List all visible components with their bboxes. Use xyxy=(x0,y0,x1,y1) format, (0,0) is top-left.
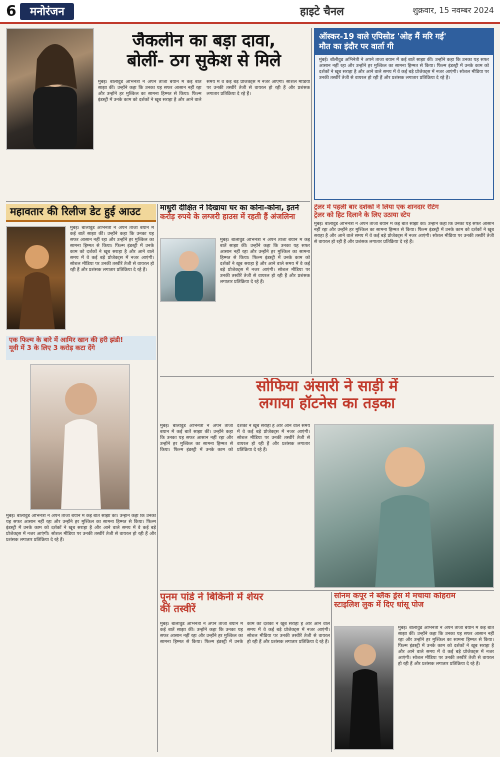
newspaper-brand: हाइटे चैनल xyxy=(300,5,345,18)
sonam-article xyxy=(334,592,494,622)
jacqueline-headline-line2: बोलीं- ठग सुकेश से मिले xyxy=(127,50,281,71)
portrait-illustration xyxy=(31,365,130,510)
jacqueline-body: मुंबई। बॉलीवुड अभिनेत्री ने अपने ताजा बयान में कई बातें साझा कीं। उन्होंने कहा कि उनका यह सफर आसान नहीं रहा और उन्होंने हर मुश्किल का सामना हिम्मत से किया। फिल्म इंडस्ट्री में उनके काम को दर्शकों ने खूब सराहा है और आने वाले समय में वे कई बड़े प्रोजेक्ट्स में नजर आएंगी। सोशल मीडिया पर उनकी तस्वीरें तेजी से वायरल हो रही हैं और प्रशंसक लगातार प्रतिक्रिया दे रहे हैं। xyxy=(98,80,310,103)
sonam-photo xyxy=(334,626,394,750)
portrait-illustration xyxy=(315,425,494,588)
poonam-headline-line1: पूनम पांडे ने बिकिनी में शेयर xyxy=(160,592,264,603)
column-divider xyxy=(311,28,312,374)
row-divider xyxy=(6,201,310,202)
madhuri-headline-line2: करोड़ रुपये के लग्जरी हाउस में रहती हैं अंजलिना xyxy=(160,211,296,221)
sonam-headline-line2: स्टाइलिश लुक में दिए धांसू पोज xyxy=(334,599,424,609)
issue-date: शुक्रवार, 15 नवम्बर 2024 xyxy=(412,6,494,15)
oscar-headline-band xyxy=(315,29,493,55)
sonam-body: मुंबई। बॉलीवुड अभिनेत्री ने अपने ताजा बयान में कई बातें साझा कीं। उन्होंने कहा कि उनका यह सफर आसान नहीं रहा और उन्होंने हर मुश्किल का सामना हिम्मत से किया। फिल्म इंडस्ट्री में उनके काम को दर्शकों ने खूब सराहा है और आने वाले समय में वे कई बड़े प्रोजेक्ट्स में नजर आएंगी। सोशल मीडिया पर उनकी तस्वीरें तेजी से वायरल हो रही हैं और प्रशंसक लगातार प्रतिक्रिया दे रहे हैं। xyxy=(398,626,494,667)
poonam-body: मुंबई। बॉलीवुड अभिनेत्री ने अपने ताजा बयान में कई बातें साझा कीं। उन्होंने कहा कि उनका यह सफर आसान नहीं रहा और उन्होंने हर मुश्किल का सामना हिम्मत से किया। फिल्म इंडस्ट्री में उनके काम को दर्शकों ने खूब सराहा है और आने वाले समय में वे कई बड़े प्रोजेक्ट्स में नजर आएंगी। सोशल मीडिया पर उनकी तस्वीरें तेजी से वायरल हो रही हैं और प्रशंसक लगातार प्रतिक्रिया दे रहे हैं। xyxy=(160,622,330,645)
jacqueline-headline-line1: जैकलीन का बड़ा दावा, xyxy=(132,32,276,51)
mahavatar-headline-box xyxy=(6,204,156,222)
sofia-headline-line1: सोफिया अंसारी ने साड़ी में xyxy=(256,378,398,395)
aamir-article xyxy=(6,336,156,360)
sofia-body: मुंबई। बॉलीवुड अभिनेत्री ने अपने ताजा बयान में कई बातें साझा कीं। उन्होंने कहा कि उनका यह सफर आसान नहीं रहा और उन्होंने हर मुश्किल का सामना हिम्मत से किया। फिल्म इंडस्ट्री में उनके काम को दर्शकों ने खूब सराहा है और आने वाले समय में वे कई बड़े प्रोजेक्ट्स में नजर आएंगी। सोशल मीडिया पर उनकी तस्वीरें तेजी से वायरल हो रही हैं और प्रशंसक लगातार प्रतिक्रिया दे रहे हैं। xyxy=(160,424,310,453)
aamir-photo xyxy=(30,364,130,510)
madhuri-article xyxy=(160,204,310,234)
poster-illustration xyxy=(7,227,66,330)
oscar-headline-line1: ऑस्कर-19 वाले एपिसोड 'ओह मैं मरि गई' xyxy=(319,32,447,41)
sofia-headline-line2: लगाया हॉटनेस का तड़का xyxy=(258,394,395,413)
sofia-photo xyxy=(314,424,494,588)
poonam-article xyxy=(160,592,330,620)
oscar-sub-headline-line2: ट्रेलर को हिट दिलाने के लिए उठाया स्टेप xyxy=(314,210,411,219)
page-header xyxy=(0,0,500,24)
madhuri-body: मुंबई। बॉलीवुड अभिनेत्री ने अपने ताजा बयान में कई बातें साझा कीं। उन्होंने कहा कि उनका यह सफर आसान नहीं रहा और उन्होंने हर मुश्किल का सामना हिम्मत से किया। फिल्म इंडस्ट्री में उनके काम को दर्शकों ने खूब सराहा है और आने वाले समय में वे कई बड़े प्रोजेक्ट्स में नजर आएंगी। सोशल मीडिया पर उनकी तस्वीरें तेजी से वायरल हो रही हैं और प्रशंसक लगातार प्रतिक्रिया दे रहे हैं। xyxy=(220,238,310,285)
page-number: 6 xyxy=(6,2,17,20)
sonam-headline-line1: सोनम कपूर ने ब्लैक ड्रेस में मचाया कोहराम xyxy=(334,592,456,600)
mahavatar-headline: महावतार की रिलीज डेट हुई आउट xyxy=(10,206,141,218)
aamir-headline-line1: एक फिल्म के बारे में आमिर खान की हरी झंडी! xyxy=(9,336,124,344)
column-divider xyxy=(331,592,332,752)
mahavatar-poster xyxy=(6,226,66,330)
madhuri-headline-line1: माधुरी दीक्षित ने दिखाया घर का कोना-कोना, इतने xyxy=(160,204,299,212)
sofia-article xyxy=(160,378,494,422)
row-divider xyxy=(160,590,494,591)
row-divider xyxy=(160,376,494,377)
aamir-body: मुंबई। बॉलीवुड अभिनेत्री ने अपने ताजा बयान में कई बातें साझा कीं। उन्होंने कहा कि उनका यह सफर आसान नहीं रहा और उन्होंने हर मुश्किल का सामना हिम्मत से किया। फिल्म इंडस्ट्री में उनके काम को दर्शकों ने खूब सराहा है और आने वाले समय में वे कई बड़े प्रोजेक्ट्स में नजर आएंगी। सोशल मीडिया पर उनकी तस्वीरें तेजी से वायरल हो रही हैं और प्रशंसक लगातार प्रतिक्रिया दे रहे हैं। xyxy=(6,514,156,543)
portrait-illustration xyxy=(161,239,216,302)
portrait-illustration xyxy=(7,29,94,150)
oscar-body: मुंबई। बॉलीवुड अभिनेत्री ने अपने ताजा बयान में कई बातें साझा कीं। उन्होंने कहा कि उनका यह सफर आसान नहीं रहा और उन्होंने हर मुश्किल का सामना हिम्मत से किया। फिल्म इंडस्ट्री में उनके काम को दर्शकों ने खूब सराहा है और आने वाले समय में वे कई बड़े प्रोजेक्ट्स में नजर आएंगी। सोशल मीडिया पर उनकी तस्वीरें तेजी से वायरल हो रही हैं और प्रशंसक लगातार प्रतिक्रिया दे रहे हैं। xyxy=(319,58,489,81)
oscar-article xyxy=(314,28,494,200)
portrait-illustration xyxy=(335,627,394,750)
oscar-sub-article xyxy=(314,204,494,374)
poonam-headline-line2: कीं तस्वीरें xyxy=(160,603,196,615)
oscar-sub-headline-line1: ट्रेलर में पहली बार दर्शकों ने लिया एक शानदार रेटिंग xyxy=(314,204,439,211)
aamir-headline-line2: मूवी में 3 के लिए 3 करोड़ कटा देंगे xyxy=(9,343,95,352)
column-divider xyxy=(157,204,158,752)
section-label: मनोरंजन xyxy=(20,3,74,20)
madhuri-photo xyxy=(160,238,216,302)
mahavatar-body: मुंबई। बॉलीवुड अभिनेत्री ने अपने ताजा बयान में कई बातें साझा कीं। उन्होंने कहा कि उनका यह सफर आसान नहीं रहा और उन्होंने हर मुश्किल का सामना हिम्मत से किया। फिल्म इंडस्ट्री में उनके काम को दर्शकों ने खूब सराहा है और आने वाले समय में वे कई बड़े प्रोजेक्ट्स में नजर आएंगी। सोशल मीडिया पर उनकी तस्वीरें तेजी से वायरल हो रही हैं और प्रशंसक लगातार प्रतिक्रिया दे रहे हैं। xyxy=(70,226,154,273)
oscar-sub-body: मुंबई। बॉलीवुड अभिनेत्री ने अपने ताजा बयान में कई बातें साझा कीं। उन्होंने कहा कि उनका यह सफर आसान नहीं रहा और उन्होंने हर मुश्किल का सामना हिम्मत से किया। फिल्म इंडस्ट्री में उनके काम को दर्शकों ने खूब सराहा है और आने वाले समय में वे कई बड़े प्रोजेक्ट्स में नजर आएंगी। सोशल मीडिया पर उनकी तस्वीरें तेजी से वायरल हो रही हैं और प्रशंसक लगातार प्रतिक्रिया दे रहे हैं। xyxy=(314,222,494,246)
jacqueline-photo xyxy=(6,28,94,150)
oscar-headline-line2: मौत का इंदौर पर वार्ता गी xyxy=(319,42,394,51)
